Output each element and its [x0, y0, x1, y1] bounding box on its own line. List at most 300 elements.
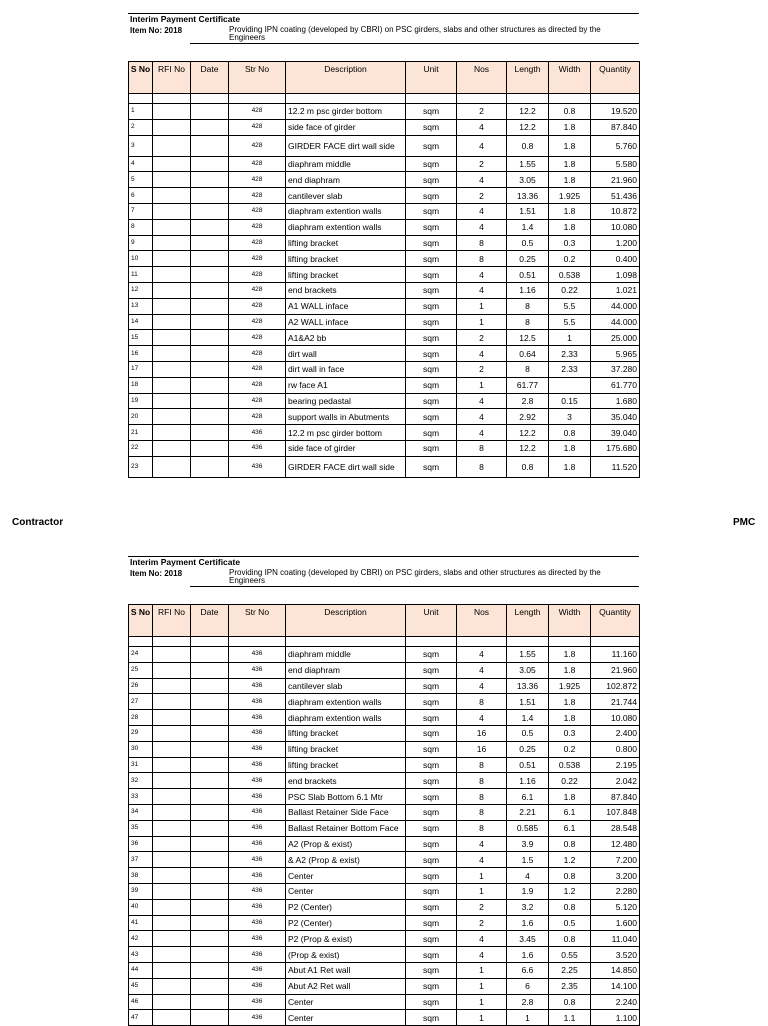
nos-cell: 4: [457, 203, 507, 219]
width-cell: [549, 377, 591, 393]
structure-no-cell: 436: [229, 931, 286, 947]
length-cell: 0.64: [507, 346, 549, 362]
rfi-no-cell: [153, 868, 191, 884]
serial-no-cell: 26: [129, 678, 153, 694]
quantity-cell: 7.200: [591, 852, 640, 868]
table-row: [129, 678, 640, 694]
rfi-no-cell: [153, 978, 191, 994]
nos-cell: 4: [457, 710, 507, 726]
unit-cell: sqm: [406, 119, 457, 135]
date-cell: [191, 931, 229, 947]
description-cell: lifting bracket: [286, 251, 406, 267]
table-row: [129, 1010, 640, 1026]
date-cell: [191, 346, 229, 362]
item-number: Item No: 2018: [130, 26, 183, 35]
description-cell: Ballast Retainer Bottom Face: [286, 820, 406, 836]
measurement-table: [128, 61, 640, 478]
serial-no-cell: 2: [129, 119, 153, 135]
serial-no-cell: 45: [129, 978, 153, 994]
length-cell: 1.16: [507, 282, 549, 298]
serial-no-cell: 32: [129, 773, 153, 789]
ipc-sheet-1: [128, 13, 639, 478]
unit-cell: sqm: [406, 820, 457, 836]
date-cell: [191, 757, 229, 773]
serial-no-cell: 1: [129, 104, 153, 120]
unit-cell: sqm: [406, 203, 457, 219]
table-row: [129, 947, 640, 963]
serial-no-cell: 14: [129, 314, 153, 330]
quantity-cell: 39.040: [591, 425, 640, 441]
quantity-cell: 2.240: [591, 994, 640, 1010]
description-cell: Abut A2 Ret wall: [286, 978, 406, 994]
quantity-cell: 2.195: [591, 757, 640, 773]
table-row: [129, 915, 640, 931]
nos-cell: 2: [457, 104, 507, 120]
column-header-rfi-no: RFI No: [153, 605, 191, 637]
table-row: [129, 361, 640, 377]
unit-cell: sqm: [406, 662, 457, 678]
date-cell: [191, 725, 229, 741]
unit-cell: sqm: [406, 789, 457, 805]
quantity-cell: 1.600: [591, 915, 640, 931]
length-cell: 0.51: [507, 757, 549, 773]
unit-cell: sqm: [406, 741, 457, 757]
serial-no-cell: 35: [129, 820, 153, 836]
structure-no-cell: 436: [229, 899, 286, 915]
width-cell: 1.8: [549, 172, 591, 188]
quantity-cell: 2.280: [591, 883, 640, 899]
description-cell: end diaphram: [286, 172, 406, 188]
length-cell: 1.6: [507, 915, 549, 931]
date-cell: [191, 314, 229, 330]
unit-cell: sqm: [406, 757, 457, 773]
width-cell: 1.8: [549, 135, 591, 156]
table-row: [129, 710, 640, 726]
nos-cell: 8: [457, 820, 507, 836]
length-cell: 6.1: [507, 789, 549, 805]
nos-cell: 8: [457, 694, 507, 710]
unit-cell: sqm: [406, 978, 457, 994]
description-cell: Ballast Retainer Side Face: [286, 804, 406, 820]
length-cell: 3.45: [507, 931, 549, 947]
date-cell: [191, 852, 229, 868]
rfi-no-cell: [153, 773, 191, 789]
unit-cell: sqm: [406, 947, 457, 963]
column-header-description: Description: [286, 605, 406, 637]
unit-cell: sqm: [406, 915, 457, 931]
rfi-no-cell: [153, 1010, 191, 1026]
table-row: [129, 440, 640, 456]
quantity-cell: 25.000: [591, 330, 640, 346]
table-row: [129, 962, 640, 978]
quantity-cell: 51.436: [591, 188, 640, 204]
structure-no-cell: 436: [229, 425, 286, 441]
nos-cell: 1: [457, 978, 507, 994]
length-cell: 3.9: [507, 836, 549, 852]
measurement-table: [128, 604, 640, 1026]
structure-no-cell: 428: [229, 282, 286, 298]
empty-cell: [286, 637, 406, 647]
structure-no-cell: 436: [229, 915, 286, 931]
serial-no-cell: 17: [129, 361, 153, 377]
table-row: [129, 725, 640, 741]
description-cell: 12.2 m psc girder bottom: [286, 104, 406, 120]
column-header-row: [129, 605, 640, 637]
nos-cell: 4: [457, 282, 507, 298]
quantity-cell: 1.021: [591, 282, 640, 298]
date-cell: [191, 456, 229, 477]
structure-no-cell: 428: [229, 298, 286, 314]
serial-no-cell: 31: [129, 757, 153, 773]
description-cell: & A2 (Prop & exist): [286, 852, 406, 868]
structure-no-cell: 428: [229, 251, 286, 267]
nos-cell: 1: [457, 868, 507, 884]
rfi-no-cell: [153, 203, 191, 219]
structure-no-cell: 436: [229, 868, 286, 884]
structure-no-cell: 436: [229, 883, 286, 899]
rfi-no-cell: [153, 267, 191, 283]
rfi-no-cell: [153, 994, 191, 1010]
sheet-title: Interim Payment Certificate: [128, 13, 639, 24]
description-cell: lifting bracket: [286, 757, 406, 773]
structure-no-cell: 428: [229, 377, 286, 393]
unit-cell: sqm: [406, 282, 457, 298]
width-cell: 0.538: [549, 757, 591, 773]
table-row: [129, 694, 640, 710]
structure-no-cell: 428: [229, 172, 286, 188]
rfi-no-cell: [153, 647, 191, 663]
width-cell: 0.8: [549, 868, 591, 884]
empty-cell: [153, 637, 191, 647]
date-cell: [191, 298, 229, 314]
nos-cell: 1: [457, 962, 507, 978]
unit-cell: sqm: [406, 267, 457, 283]
rfi-no-cell: [153, 741, 191, 757]
date-cell: [191, 647, 229, 663]
date-cell: [191, 393, 229, 409]
width-cell: 1.8: [549, 203, 591, 219]
table-row: [129, 251, 640, 267]
table-row: [129, 377, 640, 393]
unit-cell: sqm: [406, 994, 457, 1010]
description-cell: support walls in Abutments: [286, 409, 406, 425]
length-cell: 1.16: [507, 773, 549, 789]
table-row: [129, 931, 640, 947]
table-row: [129, 298, 640, 314]
description-cell: A2 WALL inface: [286, 314, 406, 330]
length-cell: 8: [507, 298, 549, 314]
serial-no-cell: 30: [129, 741, 153, 757]
table-row: [129, 119, 640, 135]
date-cell: [191, 868, 229, 884]
nos-cell: 1: [457, 314, 507, 330]
serial-no-cell: 19: [129, 393, 153, 409]
date-cell: [191, 899, 229, 915]
structure-no-cell: 436: [229, 773, 286, 789]
width-cell: 5.5: [549, 314, 591, 330]
description-cell: end brackets: [286, 773, 406, 789]
empty-cell: [191, 637, 229, 647]
column-header-s-no: S No: [129, 605, 153, 637]
structure-no-cell: 436: [229, 662, 286, 678]
width-cell: 1.8: [549, 440, 591, 456]
rfi-no-cell: [153, 330, 191, 346]
column-header-nos: Nos: [457, 605, 507, 637]
length-cell: 12.2: [507, 104, 549, 120]
rfi-no-cell: [153, 456, 191, 477]
nos-cell: 16: [457, 725, 507, 741]
rfi-no-cell: [153, 915, 191, 931]
width-cell: 2.33: [549, 361, 591, 377]
date-cell: [191, 172, 229, 188]
nos-cell: 8: [457, 251, 507, 267]
empty-cell: [229, 637, 286, 647]
date-cell: [191, 219, 229, 235]
rfi-no-cell: [153, 789, 191, 805]
nos-cell: 2: [457, 899, 507, 915]
date-cell: [191, 119, 229, 135]
width-cell: 0.22: [549, 282, 591, 298]
table-row: [129, 346, 640, 362]
nos-cell: 1: [457, 883, 507, 899]
serial-no-cell: 9: [129, 235, 153, 251]
rfi-no-cell: [153, 899, 191, 915]
date-cell: [191, 773, 229, 789]
structure-no-cell: 428: [229, 156, 286, 172]
unit-cell: sqm: [406, 710, 457, 726]
nos-cell: 2: [457, 188, 507, 204]
serial-no-cell: 24: [129, 647, 153, 663]
serial-no-cell: 22: [129, 440, 153, 456]
item-number: Item No: 2018: [130, 569, 183, 578]
empty-cell: [507, 94, 549, 104]
date-cell: [191, 330, 229, 346]
header-rule: [190, 43, 639, 44]
rfi-no-cell: [153, 172, 191, 188]
length-cell: 2.92: [507, 409, 549, 425]
width-cell: 1.8: [549, 156, 591, 172]
structure-no-cell: 428: [229, 188, 286, 204]
length-cell: 12.2: [507, 119, 549, 135]
rfi-no-cell: [153, 314, 191, 330]
rfi-no-cell: [153, 156, 191, 172]
quantity-cell: 44.000: [591, 314, 640, 330]
structure-no-cell: 436: [229, 725, 286, 741]
description-cell: P2 (Center): [286, 899, 406, 915]
date-cell: [191, 694, 229, 710]
serial-no-cell: 23: [129, 456, 153, 477]
unit-cell: sqm: [406, 314, 457, 330]
quantity-cell: 10.872: [591, 203, 640, 219]
unit-cell: sqm: [406, 377, 457, 393]
nos-cell: 8: [457, 804, 507, 820]
serial-no-cell: 8: [129, 219, 153, 235]
nos-cell: 8: [457, 757, 507, 773]
date-cell: [191, 409, 229, 425]
nos-cell: 4: [457, 135, 507, 156]
column-header-quantity: Quantity: [591, 605, 640, 637]
length-cell: 0.585: [507, 820, 549, 836]
structure-no-cell: 436: [229, 962, 286, 978]
width-cell: 1: [549, 330, 591, 346]
date-cell: [191, 377, 229, 393]
serial-no-cell: 5: [129, 172, 153, 188]
width-cell: 0.8: [549, 931, 591, 947]
nos-cell: 1: [457, 298, 507, 314]
structure-no-cell: 436: [229, 804, 286, 820]
length-cell: 1.5: [507, 852, 549, 868]
table-row: [129, 773, 640, 789]
structure-no-cell: 436: [229, 741, 286, 757]
serial-no-cell: 20: [129, 409, 153, 425]
width-cell: 0.55: [549, 947, 591, 963]
date-cell: [191, 156, 229, 172]
description-cell: diaphram extention walls: [286, 694, 406, 710]
table-row: [129, 899, 640, 915]
quantity-cell: 3.200: [591, 868, 640, 884]
structure-no-cell: 428: [229, 267, 286, 283]
description-cell: cantilever slab: [286, 188, 406, 204]
rfi-no-cell: [153, 409, 191, 425]
nos-cell: 8: [457, 773, 507, 789]
length-cell: 0.25: [507, 251, 549, 267]
quantity-cell: 14.100: [591, 978, 640, 994]
nos-cell: 4: [457, 393, 507, 409]
rfi-no-cell: [153, 883, 191, 899]
width-cell: 0.2: [549, 741, 591, 757]
quantity-cell: 11.040: [591, 931, 640, 947]
description-cell: (Prop & exist): [286, 947, 406, 963]
table-row: [129, 314, 640, 330]
unit-cell: sqm: [406, 298, 457, 314]
quantity-cell: 10.080: [591, 710, 640, 726]
date-cell: [191, 915, 229, 931]
length-cell: 3.05: [507, 172, 549, 188]
table-row: [129, 282, 640, 298]
table-row: [129, 789, 640, 805]
date-cell: [191, 440, 229, 456]
nos-cell: 4: [457, 852, 507, 868]
serial-no-cell: 28: [129, 710, 153, 726]
description-cell: GIRDER FACE dirt wall side: [286, 135, 406, 156]
empty-cell: [129, 637, 153, 647]
description-cell: lifting bracket: [286, 741, 406, 757]
description-cell: rw face A1: [286, 377, 406, 393]
nos-cell: 4: [457, 425, 507, 441]
description-cell: Center: [286, 994, 406, 1010]
structure-no-cell: 428: [229, 409, 286, 425]
unit-cell: sqm: [406, 725, 457, 741]
width-cell: 3: [549, 409, 591, 425]
width-cell: 6.1: [549, 804, 591, 820]
empty-cell: [549, 94, 591, 104]
width-cell: 0.3: [549, 235, 591, 251]
table-row: [129, 456, 640, 477]
width-cell: 0.8: [549, 104, 591, 120]
length-cell: 0.5: [507, 235, 549, 251]
quantity-cell: 87.840: [591, 119, 640, 135]
rfi-no-cell: [153, 119, 191, 135]
date-cell: [191, 282, 229, 298]
quantity-cell: 21.744: [591, 694, 640, 710]
nos-cell: 4: [457, 662, 507, 678]
date-cell: [191, 947, 229, 963]
ipc-sheet-2: [128, 556, 639, 1026]
rfi-no-cell: [153, 678, 191, 694]
nos-cell: 8: [457, 440, 507, 456]
table-row: [129, 836, 640, 852]
unit-cell: sqm: [406, 773, 457, 789]
description-cell: PSC Slab Bottom 6.1 Mtr: [286, 789, 406, 805]
rfi-no-cell: [153, 393, 191, 409]
width-cell: 1.8: [549, 219, 591, 235]
description-cell: Center: [286, 1010, 406, 1026]
table-row: [129, 820, 640, 836]
quantity-cell: 35.040: [591, 409, 640, 425]
quantity-cell: 175.680: [591, 440, 640, 456]
description-cell: end diaphram: [286, 662, 406, 678]
date-cell: [191, 994, 229, 1010]
nos-cell: 8: [457, 456, 507, 477]
structure-no-cell: 436: [229, 852, 286, 868]
unit-cell: sqm: [406, 393, 457, 409]
serial-no-cell: 46: [129, 994, 153, 1010]
serial-no-cell: 37: [129, 852, 153, 868]
table-row: [129, 219, 640, 235]
quantity-cell: 2.042: [591, 773, 640, 789]
date-cell: [191, 836, 229, 852]
quantity-cell: 0.400: [591, 251, 640, 267]
structure-no-cell: 428: [229, 314, 286, 330]
nos-cell: 1: [457, 994, 507, 1010]
width-cell: 1.8: [549, 789, 591, 805]
length-cell: 6.6: [507, 962, 549, 978]
length-cell: 2.21: [507, 804, 549, 820]
serial-no-cell: 43: [129, 947, 153, 963]
table-row: [129, 188, 640, 204]
date-cell: [191, 1010, 229, 1026]
quantity-cell: 44.000: [591, 298, 640, 314]
empty-cell: [191, 94, 229, 104]
column-header-unit: Unit: [406, 605, 457, 637]
nos-cell: 2: [457, 361, 507, 377]
rfi-no-cell: [153, 947, 191, 963]
empty-cell: [153, 94, 191, 104]
quantity-cell: 19.520: [591, 104, 640, 120]
rfi-no-cell: [153, 662, 191, 678]
description-cell: A1 WALL inface: [286, 298, 406, 314]
structure-no-cell: 436: [229, 456, 286, 477]
nos-cell: 4: [457, 836, 507, 852]
quantity-cell: 5.580: [591, 156, 640, 172]
spacer-row: [129, 637, 640, 647]
length-cell: 1.9: [507, 883, 549, 899]
width-cell: 1.1: [549, 1010, 591, 1026]
rfi-no-cell: [153, 104, 191, 120]
description-cell: GIRDER FACE dirt wall side: [286, 456, 406, 477]
structure-no-cell: 428: [229, 393, 286, 409]
structure-no-cell: 436: [229, 678, 286, 694]
quantity-cell: 3.520: [591, 947, 640, 963]
nos-cell: 4: [457, 947, 507, 963]
length-cell: 3.2: [507, 899, 549, 915]
rfi-no-cell: [153, 251, 191, 267]
description-cell: cantilever slab: [286, 678, 406, 694]
rfi-no-cell: [153, 282, 191, 298]
description-cell: dirt wall in face: [286, 361, 406, 377]
quantity-cell: 1.680: [591, 393, 640, 409]
width-cell: 1.925: [549, 188, 591, 204]
